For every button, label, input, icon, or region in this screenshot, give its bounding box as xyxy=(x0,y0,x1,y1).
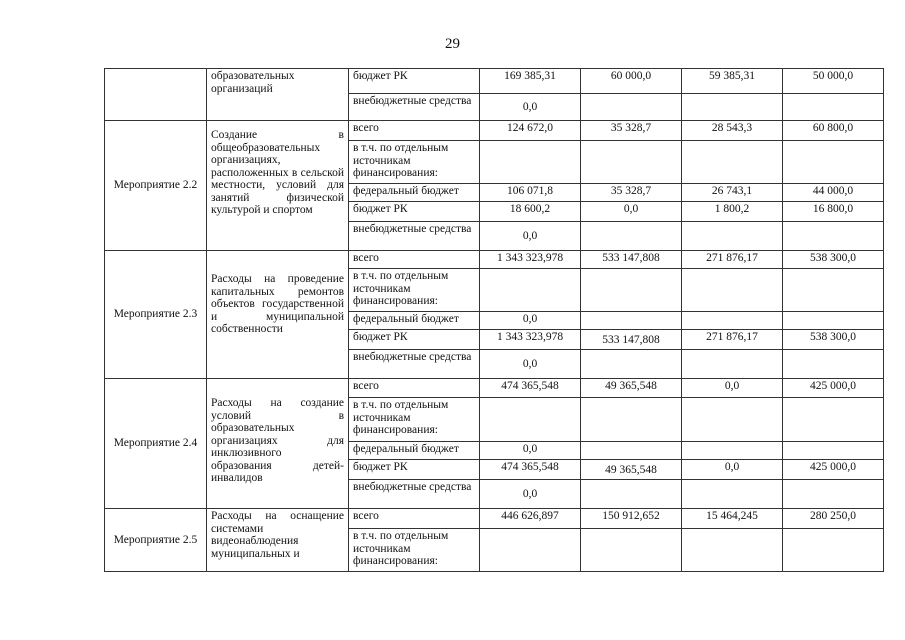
amount-total: 124 672,0 xyxy=(480,121,581,141)
amount-year-2: 15 464,245 xyxy=(682,509,783,529)
measure-description: Расходы на проведение капитальных ремонтов объектов государственной и муниципальной собственности xyxy=(207,251,349,379)
amount-year-3: 60 800,0 xyxy=(783,121,884,141)
amount-year-3 xyxy=(783,480,884,509)
measure-description: образовательных организаций xyxy=(207,69,349,121)
amount-year-2 xyxy=(682,529,783,572)
amount-year-2 xyxy=(682,398,783,442)
source-label: всего xyxy=(349,121,480,141)
amount-year-1: 0,0 xyxy=(581,202,682,222)
page-number: 29 xyxy=(445,36,460,52)
amount-year-1: 150 912,652 xyxy=(581,509,682,529)
amount-year-2 xyxy=(682,269,783,312)
budget-table xyxy=(104,68,884,572)
amount-year-2: 59 385,31 xyxy=(682,69,783,94)
table-row xyxy=(105,251,884,269)
amount-year-2: 271 876,17 xyxy=(682,330,783,350)
source-label: бюджет РК xyxy=(349,69,480,94)
amount-total: 0,0 xyxy=(480,480,581,509)
table-row xyxy=(105,121,884,141)
amount-total xyxy=(480,141,581,184)
amount-year-3 xyxy=(783,269,884,312)
source-label: внебюджетные средства xyxy=(349,350,480,379)
amount-year-3: 50 000,0 xyxy=(783,69,884,94)
amount-year-2 xyxy=(682,94,783,121)
amount-year-1: 49 365,548 xyxy=(581,379,682,398)
source-label: федеральный бюджет xyxy=(349,184,480,202)
amount-total: 106 071,8 xyxy=(480,184,581,202)
amount-year-1: 49 365,548 xyxy=(581,460,682,480)
measure-cell: Мероприятие 2.5 xyxy=(105,509,207,572)
amount-total xyxy=(480,269,581,312)
amount-year-3: 44 000,0 xyxy=(783,184,884,202)
amount-total: 474 365,548 xyxy=(480,460,581,480)
amount-year-1 xyxy=(581,350,682,379)
amount-year-1 xyxy=(581,141,682,184)
amount-year-3: 538 300,0 xyxy=(783,330,884,350)
source-label: федеральный бюджет xyxy=(349,442,480,460)
amount-year-3: 538 300,0 xyxy=(783,251,884,269)
amount-total xyxy=(480,398,581,442)
source-label: в т.ч. по отдельным источникам финансирования: xyxy=(349,529,480,572)
measure-description: Расходы на оснащение системами видеонаблюдения муниципальных и xyxy=(207,509,349,572)
table-row xyxy=(105,379,884,398)
measure-description: Создание в общеобразовательных организациях, расположенных в сельской местности, условий для занятий физической культурой и спортом xyxy=(207,121,349,251)
amount-year-2 xyxy=(682,480,783,509)
source-label: всего xyxy=(349,509,480,529)
amount-year-1: 533 147,808 xyxy=(581,330,682,350)
amount-total: 0,0 xyxy=(480,350,581,379)
amount-year-1 xyxy=(581,94,682,121)
source-label: в т.ч. по отдельным источникам финансирования: xyxy=(349,398,480,442)
amount-year-1 xyxy=(581,442,682,460)
source-label: в т.ч. по отдельным источникам финансирования: xyxy=(349,141,480,184)
source-label: всего xyxy=(349,251,480,269)
amount-year-1 xyxy=(581,529,682,572)
source-label: бюджет РК xyxy=(349,202,480,222)
measure-cell: Мероприятие 2.2 xyxy=(105,121,207,251)
amount-year-3 xyxy=(783,350,884,379)
amount-total: 0,0 xyxy=(480,222,581,251)
source-label: внебюджетные средства xyxy=(349,222,480,251)
measure-cell xyxy=(105,69,207,121)
source-label: всего xyxy=(349,379,480,398)
amount-year-3: 16 800,0 xyxy=(783,202,884,222)
amount-total: 1 343 323,978 xyxy=(480,251,581,269)
amount-year-1 xyxy=(581,312,682,330)
amount-year-1: 35 328,7 xyxy=(581,121,682,141)
amount-year-3: 425 000,0 xyxy=(783,379,884,398)
amount-year-3 xyxy=(783,398,884,442)
source-label: в т.ч. по отдельным источникам финансирования: xyxy=(349,269,480,312)
amount-year-1 xyxy=(581,480,682,509)
source-label: внебюджетные средства xyxy=(349,94,480,121)
amount-total: 169 385,31 xyxy=(480,69,581,94)
amount-year-2 xyxy=(682,350,783,379)
amount-year-1: 533 147,808 xyxy=(581,251,682,269)
amount-year-3 xyxy=(783,141,884,184)
amount-year-1 xyxy=(581,222,682,251)
amount-year-2: 28 543,3 xyxy=(682,121,783,141)
amount-total: 1 343 323,978 xyxy=(480,330,581,350)
amount-year-3 xyxy=(783,312,884,330)
amount-total xyxy=(480,529,581,572)
amount-year-3 xyxy=(783,442,884,460)
amount-year-1: 35 328,7 xyxy=(581,184,682,202)
source-label: внебюджетные средства xyxy=(349,480,480,509)
amount-year-1 xyxy=(581,398,682,442)
amount-total: 446 626,897 xyxy=(480,509,581,529)
amount-year-3: 280 250,0 xyxy=(783,509,884,529)
amount-year-3: 425 000,0 xyxy=(783,460,884,480)
amount-year-3 xyxy=(783,94,884,121)
source-label: бюджет РК xyxy=(349,460,480,480)
amount-year-2 xyxy=(682,442,783,460)
amount-year-2: 26 743,1 xyxy=(682,184,783,202)
amount-year-2 xyxy=(682,141,783,184)
amount-total: 474 365,548 xyxy=(480,379,581,398)
amount-year-1 xyxy=(581,269,682,312)
measure-cell: Мероприятие 2.4 xyxy=(105,379,207,509)
amount-year-2: 0,0 xyxy=(682,379,783,398)
amount-year-3 xyxy=(783,222,884,251)
measure-cell: Мероприятие 2.3 xyxy=(105,251,207,379)
amount-total: 0,0 xyxy=(480,94,581,121)
amount-year-2: 1 800,2 xyxy=(682,202,783,222)
amount-year-1: 60 000,0 xyxy=(581,69,682,94)
amount-total: 18 600,2 xyxy=(480,202,581,222)
amount-year-2 xyxy=(682,312,783,330)
amount-year-2 xyxy=(682,222,783,251)
source-label: федеральный бюджет xyxy=(349,312,480,330)
amount-year-2: 0,0 xyxy=(682,460,783,480)
source-label: бюджет РК xyxy=(349,330,480,350)
amount-year-2: 271 876,17 xyxy=(682,251,783,269)
amount-total: 0,0 xyxy=(480,442,581,460)
amount-total: 0,0 xyxy=(480,312,581,330)
measure-description: Расходы на создание условий в образовательных организациях для инклюзивного образования детей-инвалидов xyxy=(207,379,349,509)
amount-year-3 xyxy=(783,529,884,572)
table-row xyxy=(105,69,884,94)
table-row xyxy=(105,509,884,529)
